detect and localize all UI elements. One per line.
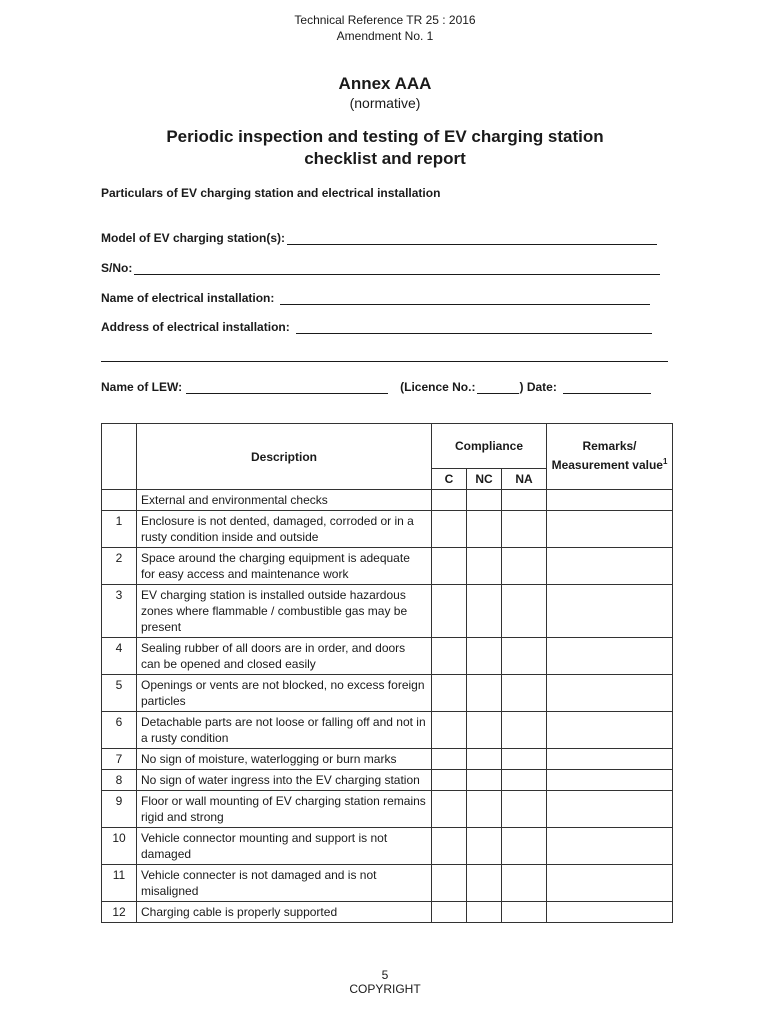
page-title (0, 126, 770, 170)
lew-blank[interactable] (186, 382, 388, 394)
compliance-c-cell[interactable] (432, 548, 467, 585)
description-header: Description (137, 424, 432, 490)
remarks-header (547, 424, 673, 490)
compliance-c-cell[interactable] (432, 675, 467, 712)
remarks-label: Remarks/ Measurement value (551, 439, 663, 472)
table-row (102, 770, 673, 791)
table-row (102, 675, 673, 712)
header-amendment: Amendment No. 1 (336, 29, 434, 43)
row-number: 1 (102, 511, 137, 548)
table-row (102, 749, 673, 770)
row-number: 4 (102, 638, 137, 675)
compliance-na-cell[interactable] (502, 902, 547, 923)
installation-address-field (101, 320, 652, 334)
annex-subtitle: (normative) (349, 95, 421, 111)
compliance-nc-cell[interactable] (467, 712, 502, 749)
model-field (101, 231, 657, 245)
remarks-cell[interactable] (547, 638, 673, 675)
compliance-nc-cell[interactable] (467, 638, 502, 675)
table-row (102, 585, 673, 638)
row-number: 2 (102, 548, 137, 585)
compliance-nc-cell[interactable] (467, 865, 502, 902)
inspection-checklist-table (101, 423, 673, 923)
compliance-nc-cell[interactable] (467, 675, 502, 712)
compliance-na-cell[interactable] (502, 770, 547, 791)
row-number: 3 (102, 585, 137, 638)
row-description: Vehicle connecter is not damaged and is not misaligned (137, 865, 432, 902)
compliance-c-cell[interactable] (432, 865, 467, 902)
row-number: 6 (102, 712, 137, 749)
compliance-na-cell[interactable] (502, 712, 547, 749)
compliance-nc-cell[interactable] (467, 548, 502, 585)
remarks-cell[interactable] (547, 548, 673, 585)
compliance-nc-cell[interactable] (467, 585, 502, 638)
row-number: 5 (102, 675, 137, 712)
compliance-c-cell[interactable] (432, 712, 467, 749)
na-header: NA (502, 469, 547, 490)
compliance-c-cell[interactable] (432, 638, 467, 675)
installation-address-blank[interactable] (296, 322, 652, 334)
row-description: No sign of moisture, waterlogging or burn marks (137, 749, 432, 770)
section-title: External and environmental checks (137, 490, 432, 511)
table-row (102, 638, 673, 675)
licence-label: (Licence No.: (400, 380, 476, 394)
compliance-na-cell[interactable] (502, 511, 547, 548)
compliance-na-cell[interactable] (502, 749, 547, 770)
remarks-cell[interactable] (547, 770, 673, 791)
compliance-nc-cell[interactable] (467, 511, 502, 548)
row-number: 11 (102, 865, 137, 902)
compliance-na-cell[interactable] (502, 585, 547, 638)
table-row (102, 902, 673, 923)
compliance-nc-cell[interactable] (467, 770, 502, 791)
serial-blank[interactable] (134, 263, 660, 275)
remarks-cell[interactable] (547, 791, 673, 828)
model-blank[interactable] (287, 233, 657, 245)
row-description: Space around the charging equipment is adequate for easy access and maintenance work (137, 548, 432, 585)
nc-header: NC (467, 469, 502, 490)
remarks-cell[interactable] (547, 712, 673, 749)
header-reference: Technical Reference TR 25 : 2016 (294, 13, 476, 27)
row-number: 8 (102, 770, 137, 791)
compliance-c-cell[interactable] (432, 902, 467, 923)
remarks-cell[interactable] (547, 511, 673, 548)
table-row (102, 791, 673, 828)
licence-blank[interactable] (477, 382, 519, 394)
date-blank[interactable] (563, 382, 651, 394)
table-header-row (102, 424, 673, 469)
row-description: Openings or vents are not blocked, no excess foreign particles (137, 675, 432, 712)
page-number: 5 (381, 968, 389, 982)
serial-label: S/No: (101, 261, 133, 275)
installation-name-label: Name of electrical installation: (101, 291, 275, 305)
remarks-cell[interactable] (547, 902, 673, 923)
row-description: No sign of water ingress into the EV charging station (137, 770, 432, 791)
compliance-c-cell[interactable] (432, 770, 467, 791)
table-row (102, 511, 673, 548)
compliance-nc-cell[interactable] (467, 791, 502, 828)
row-number: 7 (102, 749, 137, 770)
compliance-c-cell[interactable] (432, 828, 467, 865)
compliance-c-cell[interactable] (432, 511, 467, 548)
compliance-na-cell[interactable] (502, 548, 547, 585)
lew-field (101, 380, 651, 394)
table-row (102, 865, 673, 902)
row-description: Vehicle connector mounting and support is not damaged (137, 828, 432, 865)
remarks-cell[interactable] (547, 749, 673, 770)
remarks-cell[interactable] (547, 865, 673, 902)
serial-field (101, 261, 660, 275)
table-row (102, 712, 673, 749)
remarks-footnote: 1 (662, 457, 668, 466)
compliance-nc-cell[interactable] (467, 828, 502, 865)
compliance-c-cell[interactable] (432, 791, 467, 828)
installation-name-field (101, 291, 650, 305)
compliance-na-cell[interactable] (502, 828, 547, 865)
section-row (102, 490, 673, 511)
row-number: 12 (102, 902, 137, 923)
row-description: Sealing rubber of all doors are in order, and doors can be opened and closed easily (137, 638, 432, 675)
table-row (102, 828, 673, 865)
remarks-cell[interactable] (547, 828, 673, 865)
compliance-c-cell[interactable] (432, 749, 467, 770)
remarks-cell[interactable] (547, 585, 673, 638)
compliance-na-cell[interactable] (502, 865, 547, 902)
compliance-na-cell[interactable] (502, 791, 547, 828)
date-label: ) Date: (519, 380, 557, 394)
num-header (102, 424, 137, 490)
particulars-heading: Particulars of EV charging station and electrical installation (101, 186, 441, 200)
copyright-notice: COPYRIGHT (349, 982, 421, 996)
model-label: Model of EV charging station(s): (101, 231, 286, 245)
checklist-rows (102, 511, 673, 923)
compliance-nc-cell[interactable] (467, 902, 502, 923)
annex-title: Annex AAA (338, 74, 432, 93)
installation-address-label: Address of electrical installation: (101, 320, 290, 334)
row-description: Floor or wall mounting of EV charging station remains rigid and strong (137, 791, 432, 828)
table-row (102, 548, 673, 585)
address-continuation-blank[interactable] (101, 361, 668, 362)
row-description: EV charging station is installed outside hazardous zones where flammable / combustible gas may be present (137, 585, 432, 638)
lew-label: Name of LEW: (101, 380, 183, 394)
row-description: Charging cable is properly supported (137, 902, 432, 923)
compliance-header: Compliance (432, 424, 547, 469)
remarks-cell[interactable] (547, 675, 673, 712)
installation-name-blank[interactable] (280, 293, 650, 305)
c-header: C (432, 469, 467, 490)
title-line-1: Periodic inspection and testing of EV charging station (166, 127, 604, 146)
row-number: 10 (102, 828, 137, 865)
row-description: Enclosure is not dented, damaged, corroded or in a rusty condition inside and outside (137, 511, 432, 548)
row-description: Detachable parts are not loose or falling off and not in a rusty condition (137, 712, 432, 749)
compliance-c-cell[interactable] (432, 585, 467, 638)
title-line-2: checklist and report (304, 149, 466, 168)
compliance-na-cell[interactable] (502, 675, 547, 712)
row-number: 9 (102, 791, 137, 828)
compliance-na-cell[interactable] (502, 638, 547, 675)
compliance-nc-cell[interactable] (467, 749, 502, 770)
